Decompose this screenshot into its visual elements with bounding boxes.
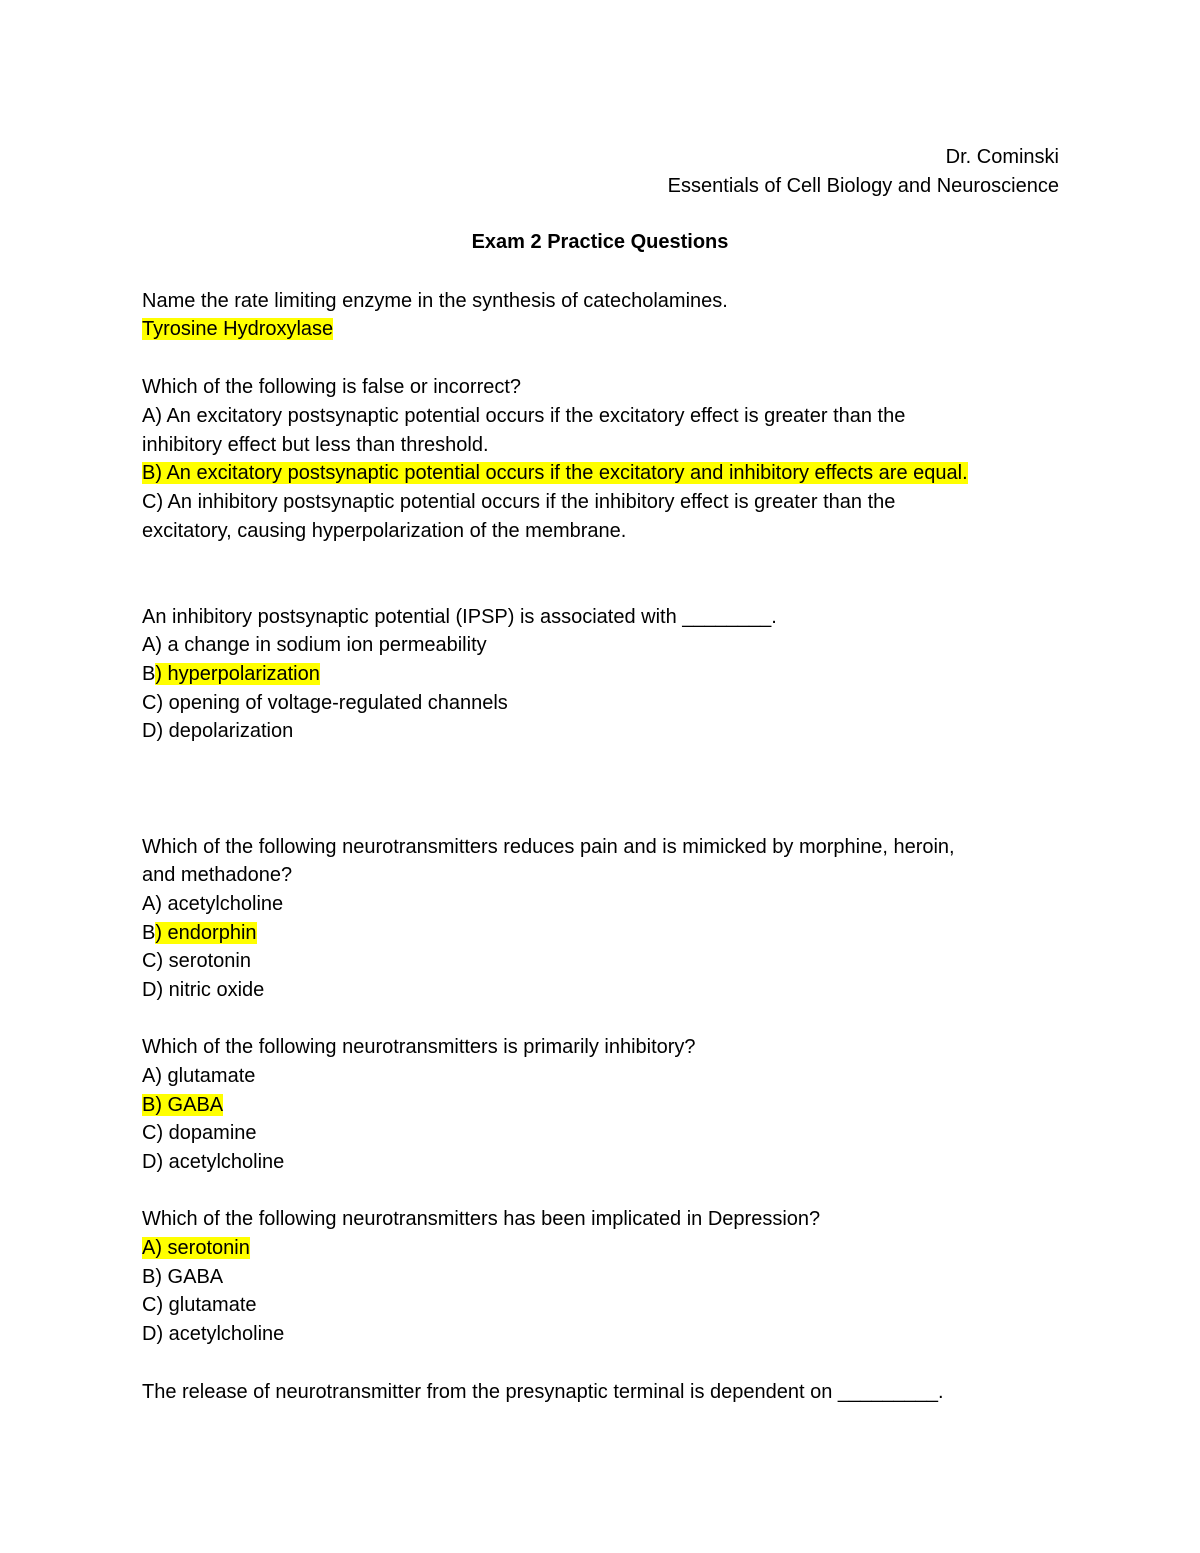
question-6-option-d: D) acetylcholine — [142, 1323, 285, 1345]
question-4-option-d: D) nitric oxide — [142, 979, 265, 1001]
question-6-option-c: C) glutamate — [142, 1294, 257, 1316]
author-line: Dr. Cominski — [945, 146, 1059, 168]
question-3-option-a: A) a change in sodium ion permeability — [142, 634, 487, 656]
question-5-option-a: A) glutamate — [142, 1065, 256, 1087]
question-2-option-c-cont: excitatory, causing hyperpolarization of the membrane. — [142, 520, 627, 542]
question-6-option-b: B) GABA — [142, 1266, 224, 1288]
question-1-text: Name the rate limiting enzyme in the synthesis of catecholamines. — [142, 290, 728, 312]
question-2-option-a: A) An excitatory postsynaptic potential occurs if the excitatory effect is greater than the — [142, 405, 906, 427]
page-title: Exam 2 Practice Questions — [471, 231, 729, 253]
option-letter: B — [142, 922, 156, 944]
question-6-text: Which of the following neurotransmitters has been implicated in Depression? — [142, 1208, 821, 1230]
question-4-option-a: A) acetylcholine — [142, 893, 284, 915]
question-5-option-b — [142, 1092, 223, 1118]
question-5-text: Which of the following neurotransmitters is primarily inhibitory? — [142, 1036, 696, 1058]
answer-highlight: ) endorphin — [155, 922, 257, 944]
question-5-option-d: D) acetylcholine — [142, 1151, 285, 1173]
course-line: Essentials of Cell Biology and Neuroscience — [667, 175, 1059, 197]
answer-highlight: A) serotonin — [142, 1237, 250, 1259]
answer-highlight: Tyrosine Hydroxylase — [142, 318, 334, 340]
question-2-text: Which of the following is false or incorrect? — [142, 376, 522, 398]
answer-highlight: ) hyperpolarization — [155, 663, 320, 685]
question-3-option-c: C) opening of voltage-regulated channels — [142, 692, 508, 714]
question-4-option-c: C) serotonin — [142, 950, 251, 972]
question-2-option-c: C) An inhibitory postsynaptic potential occurs if the inhibitory effect is greater than the — [142, 491, 896, 513]
answer-highlight: B) GABA — [142, 1094, 224, 1116]
question-4-text-cont: and methadone? — [142, 864, 293, 886]
answer-highlight: B) An excitatory postsynaptic potential occurs if the excitatory and inhibitory effects are equal. — [142, 462, 968, 484]
question-2-option-a-cont: inhibitory effect but less than threshold. — [142, 434, 489, 456]
question-7-text: The release of neurotransmitter from the presynaptic terminal is dependent on _________. — [142, 1381, 944, 1403]
question-5-option-c: C) dopamine — [142, 1122, 257, 1144]
question-4-option-b — [142, 920, 257, 946]
question-4-text: Which of the following neurotransmitters reduces pain and is mimicked by morphine, heroin, — [142, 836, 955, 858]
question-1-answer — [142, 316, 333, 342]
option-letter: B — [142, 663, 156, 685]
question-2-option-b — [142, 460, 968, 486]
question-3-option-d: D) depolarization — [142, 720, 294, 742]
question-3-text: An inhibitory postsynaptic potential (IPSP) is associated with ________. — [142, 606, 777, 628]
question-3-option-b — [142, 661, 320, 687]
question-6-option-a — [142, 1235, 250, 1261]
